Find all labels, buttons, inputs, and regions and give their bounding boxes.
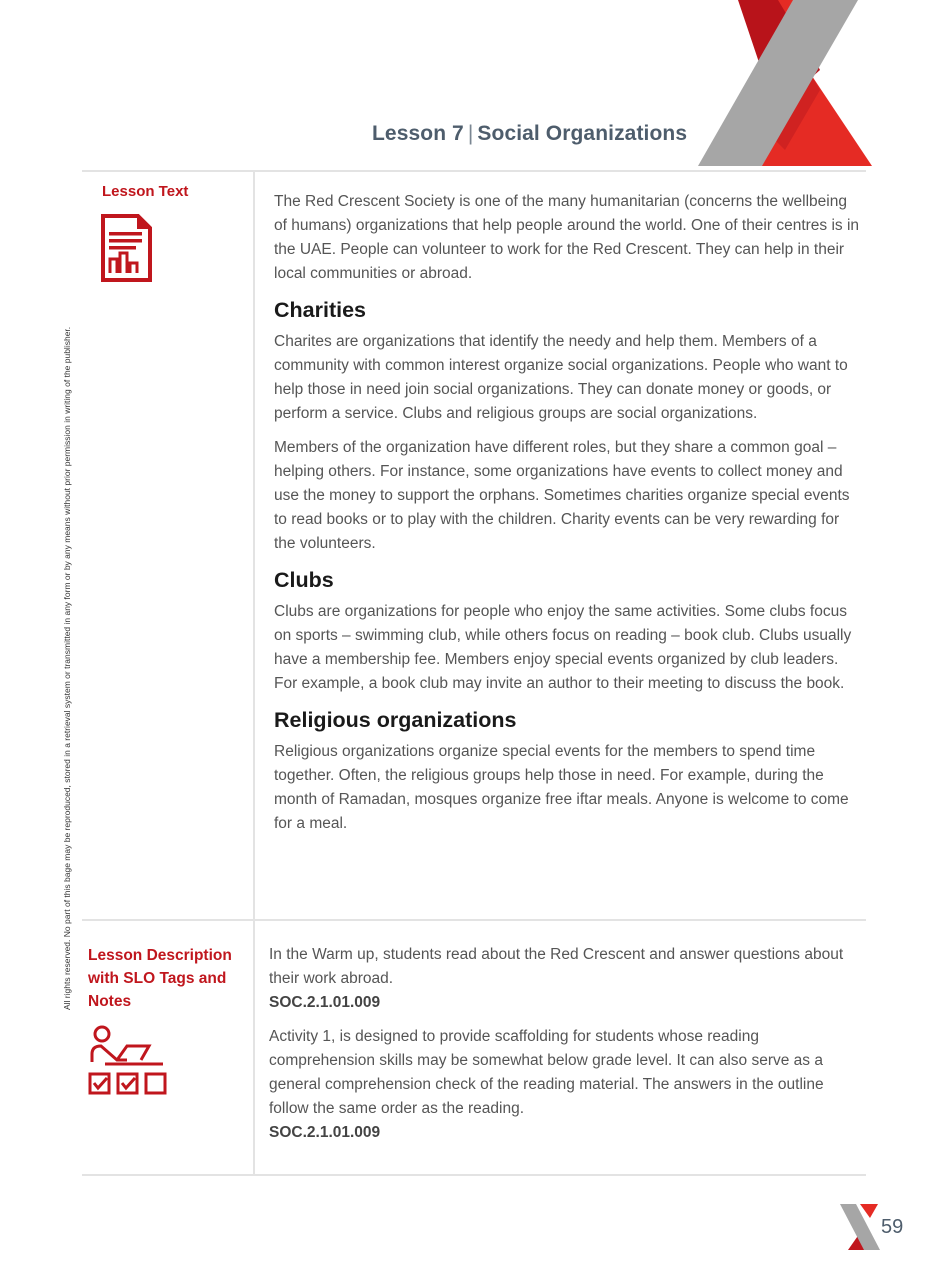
charities-paragraph-1: Charites are organizations that identify the needy and help them. Members of a community with common interest organize social organizations. People who want to help those in need join social organizations. They can donate money or goods, or perform a service. Clubs and religious groups are social organizations. xyxy=(274,333,848,422)
table-top-rule xyxy=(82,170,866,172)
lesson-text-label: Lesson Text xyxy=(102,183,189,200)
intro-paragraph: The Red Crescent Society is one of the many humanitarian (concerns the wellbeing of humans) organizations that help people around the world. One of their centres is in the UAE. People can volunteer to work for the Red Crescent. They can help in their local communities or abroad. xyxy=(274,193,860,282)
table-middle-rule xyxy=(82,919,866,921)
copyright-notice: All rights reserved. No part of this bage may be reproduced, stored in a retrieval system or transmitted in any form or by any means without prior permission in writing of the publisher. xyxy=(62,326,72,1010)
clubs-paragraph: Clubs are organizations for people who enjoy the same activities. Some clubs focus on sports – swimming club, while others focus on reading – book club. Clubs usually have a membership fee. Members enjoy special events organized by club leaders. For example, a book club may invite an author to their meeting to discuss the book. xyxy=(274,603,852,692)
table-column-divider xyxy=(253,171,255,1175)
lesson-title: Social Organizations xyxy=(477,122,688,145)
religious-paragraph: Religious organizations organize special events for the members to spend time together. Often, the religious groups help those in need. For example, during the month of Ramadan, mosques organize free iftar meals. Anyone is welcome to come for a meal. xyxy=(274,743,849,832)
note-text: Activity 1, is designed to provide scaffolding for students whose reading comprehension skills may be somewhat below grade level. It can also serve as a general comprehension check of the reading material. The answers in the outline follow the same order as the reading. xyxy=(269,1028,824,1117)
page-title xyxy=(372,122,687,146)
note-text: In the Warm up, students read about the Red Crescent and answer questions about their work abroad. xyxy=(269,946,844,987)
section-heading-clubs: Clubs xyxy=(274,568,334,592)
title-separator: | xyxy=(467,122,474,145)
description-note-2 xyxy=(269,1025,859,1145)
slo-tag: SOC.2.1.01.009 xyxy=(269,1124,381,1141)
description-note-1 xyxy=(269,943,859,1015)
brand-x-logo xyxy=(690,0,890,166)
page-number: 59 xyxy=(881,1216,904,1238)
teacher-checklist-icon xyxy=(87,1024,169,1096)
table-bottom-rule xyxy=(82,1174,866,1176)
lesson-number: Lesson 7 xyxy=(372,122,464,145)
lesson-description-label: Lesson Description with SLO Tags and Notes xyxy=(88,947,232,1010)
lesson-description-content xyxy=(269,943,859,1155)
section-heading-charities: Charities xyxy=(274,298,367,322)
charities-paragraph-2: Members of the organization have different roles, but they share a common goal – helping others. For instance, some organizations have events to collect money and use the money to support the orphans. Sometimes charities organize special events to read books or to play with the children. Charity events can be very rewarding for the volunteers. xyxy=(274,439,850,552)
brand-x-logo-small xyxy=(840,1204,880,1250)
section-heading-religious: Religious organizations xyxy=(274,708,517,732)
lesson-text-content xyxy=(274,190,864,846)
document-chart-icon xyxy=(100,213,153,283)
slo-tag: SOC.2.1.01.009 xyxy=(269,994,381,1011)
